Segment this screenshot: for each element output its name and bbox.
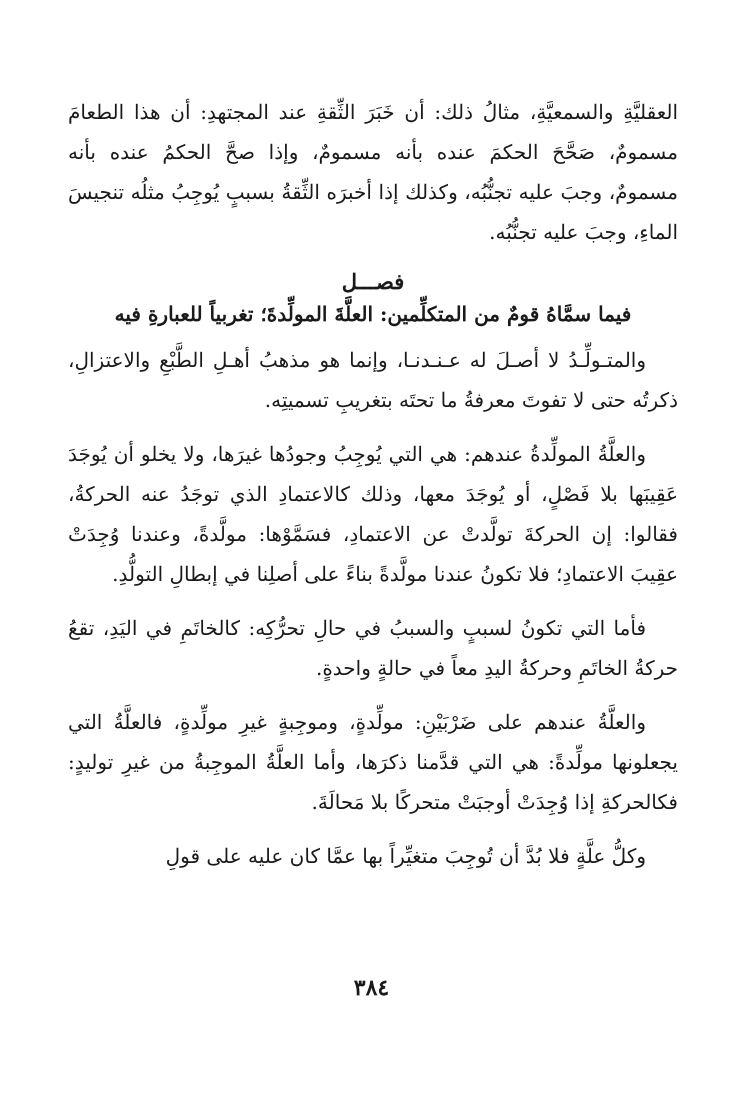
section-heading: فصـــل <box>341 269 405 294</box>
section-subheading: فيما سمَّاهُ قومٌ من المتكلِّمين: العلَّةَ المولِّدةَ؛ تغربياً للعبارةِ فيه <box>114 302 632 326</box>
intro-paragraph: العقليَّةِ والسمعيَّةِ، مثالُ ذلك: أن خَبَرَ الثِّقةِ عند المجتهدِ: أن هذا الطعامَ مسمومٌ، صَحَّحَ الحكمَ عنده بأنه مسمومٌ، وإذا صحَّ الحكمُ عنده بأنه مسمومٌ، وجبَ عليه تجنُّبُه، وكذلك إذا أخبرَه الثِّقةُ بسببٍ يُوجِبُ مثلُه تنجيسَ الماءِ، وجبَ عليه تجنُّبُه. <box>68 100 678 244</box>
paragraph-4: والعلَّةُ عندهم على ضَرْبَيْنِ: مولِّدةٍ، وموجِبةٍ غيرِ مولِّدةٍ، فالعلَّةُ التي يجعلونها مولِّدةً: هي التي قدَّمنا ذكرَها، وأما العلَّةُ الموجِبةُ من غيرِ توليدٍ: فكالحركةِ إذا وُجِدَتْ أوجبَتْ متحركًا بلا مَحالَةَ. <box>68 710 678 814</box>
page-body <box>68 92 678 890</box>
page-number: ٣٨٤ <box>353 975 390 1001</box>
paragraph-3: فأما التي تكونُ لسببٍ والسببُ في حالِ تحرُّكِه: كالخاتَمِ في اليَدِ، تقعُ حركةُ الخاتَمِ وحركةُ اليدِ معاً في حالةٍ واحدةٍ. <box>68 616 678 680</box>
paragraph-5: وكلُّ علَّةٍ فلا بُدَّ أن تُوجِبَ متغيِّراً بها عمَّا كان عليه على قولِ <box>165 844 646 868</box>
paragraph-2: والعلَّةُ المولِّدةُ عندهم: هي التي يُوجِبُ وجودُها غيرَها، ولا يخلو أن يُوجَدَ عَقِيبَها بلا فَصْلٍ، أو يُوجَدَ معها، وذلك كالاعتمادِ الذي توجَدُ عنه الحركةُ، فقالوا: إن الحركةَ تولَّدتْ عن الاعتمادِ، فسَمَّوْها: مولَّدةً، وعندنا وُجِدَتْ عقِيبَ الاعتمادِ؛ فلا تكونُ عندنا مولَّدةً بناءً على أصلِنا في إبطالِ التولُّدِ. <box>68 442 678 586</box>
paragraph-1: والمتـولِّـدُ لا أصـلَ له عـنـدنـا، وإنما هو مذهبُ أهـلِ الطَّبْعِ والاعتزالِ، ذكرتُه حتى لا تفوتَ معرفةُ ما تحتَه بتغريبِ تسميتِه. <box>68 348 678 412</box>
